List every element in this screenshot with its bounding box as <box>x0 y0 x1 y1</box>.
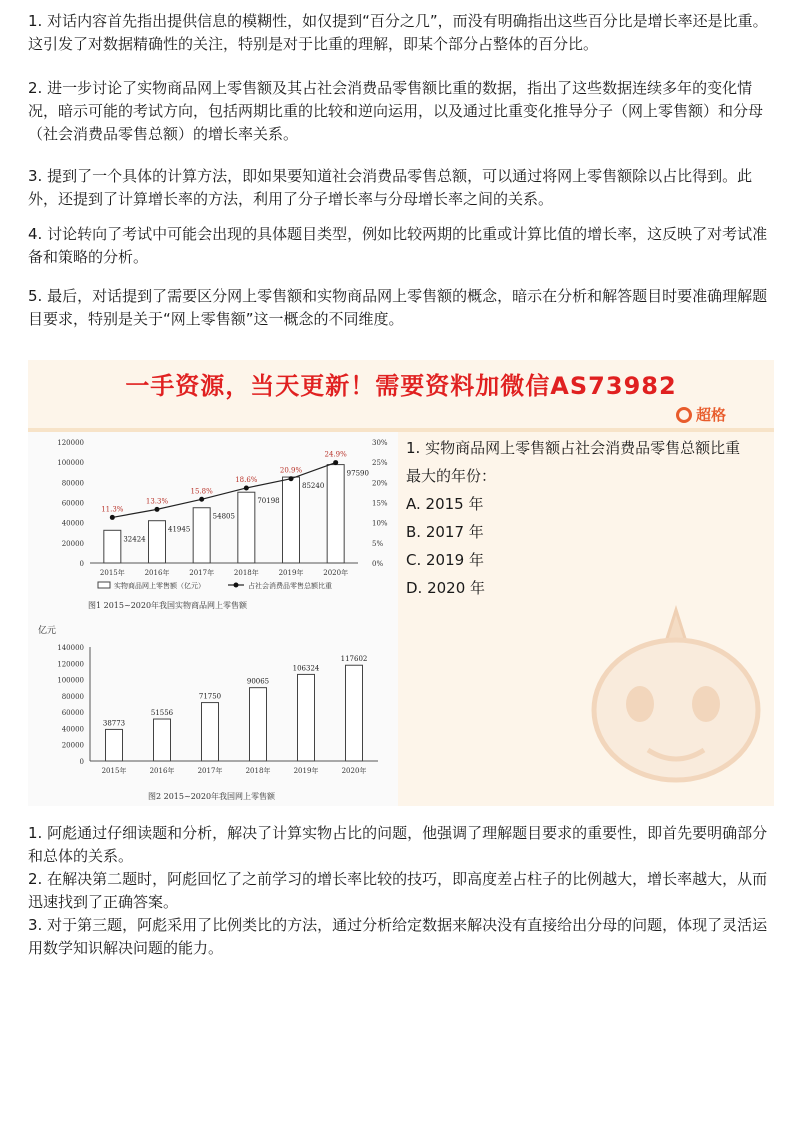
charts-panel <box>28 432 398 806</box>
bar-value-label: 97590 <box>346 469 369 478</box>
option-c: C. 2019 年 <box>406 551 484 569</box>
bar-value-label: 38773 <box>102 719 126 728</box>
y2-tick-label: 15% <box>372 499 388 508</box>
line-point <box>199 497 204 502</box>
y-tick-label: 100000 <box>57 676 84 685</box>
x-tick-label: 2020年 <box>323 569 349 577</box>
analysis-paragraph-2: 2. 在解决第二题时，阿彪回忆了之前学习的增长率比较的技巧，即高度差占柱子的比例越大，增长率越大，从而迅速找到了正确答案。 <box>28 870 768 911</box>
y-tick-label: 120000 <box>57 660 84 669</box>
x-tick-label: 2016年 <box>149 767 175 775</box>
y-tick-label: 140000 <box>57 644 84 652</box>
bar <box>202 703 219 761</box>
legend-line-marker <box>234 583 239 588</box>
line-point <box>289 476 294 481</box>
question-image <box>28 360 774 806</box>
x-tick-label: 2018年 <box>245 767 271 775</box>
summary-paragraph-1: 1. 对话内容首先指出提供信息的模糊性，如仅提到“百分之几”，而没有明确指出这些百分比是增长率还是比重。这引发了对数据精确性的关注，特别是对于比重的理解，即某个部分占整体的百分比。 <box>28 12 768 53</box>
y-tick-label: 60000 <box>61 709 84 718</box>
bar-value-label: 117602 <box>340 655 368 664</box>
y-tick-label: 100000 <box>57 459 84 468</box>
mascot-watermark-icon <box>588 600 768 800</box>
y-tick-label: 120000 <box>57 439 84 447</box>
bar-value-label: 54805 <box>212 512 235 521</box>
bar <box>104 530 121 563</box>
y-tick-label: 0 <box>79 758 84 766</box>
line-point <box>155 507 160 512</box>
y-axis-unit: 亿元 <box>38 626 57 636</box>
y-tick-label: 60000 <box>61 499 84 508</box>
x-tick-label: 2019年 <box>278 569 304 577</box>
question-block <box>406 434 766 602</box>
brand-name: 超格 <box>695 406 726 424</box>
summary-paragraph-2: 2. 进一步讨论了实物商品网上零售额及其占社会消费品零售额比重的数据，指出了这些数据连续多年的变化情况，暗示可能的考试方向，包括两期比重的比较和逆向运用，以及通过比重变化推导分子（网上零售额）和分母（社会消费品零售总额）的增长率关系。 <box>28 79 764 143</box>
x-tick-label: 2017年 <box>189 569 215 577</box>
bar-value-label: 32424 <box>123 535 146 544</box>
bar <box>346 665 363 761</box>
summary-paragraph-3: 3. 提到了一个具体的计算方法，即如果要知道社会消费品零售总额，可以通过将网上零售额除以占比得到。此外，还提到了计算增长率的方法，利用了分子增长率与分母增长率之间的关系。 <box>28 167 753 208</box>
line-value-label: 18.6% <box>235 475 258 484</box>
bar <box>149 521 166 563</box>
question-stem-line-2: 最大的年份： <box>406 467 497 485</box>
bar-value-label: 106324 <box>292 664 320 673</box>
y-tick-label: 40000 <box>61 725 84 734</box>
chart-2-title: 图2 2015~2020年我国网上零售额 <box>148 792 276 801</box>
banner-title: 一手资源，当天更新！需要资料加微信AS73982 <box>125 372 677 400</box>
chart-1-title: 图1 2015~2020年我国实物商品网上零售额 <box>88 601 248 610</box>
legend-bar-label: 实物商品网上零售额（亿元） <box>114 582 205 590</box>
line-point <box>244 485 249 490</box>
line-point <box>110 515 115 520</box>
bar <box>250 688 267 761</box>
chart-1 <box>28 432 398 617</box>
option-a: A. 2015 年 <box>406 495 484 513</box>
legend-bar-swatch <box>98 582 110 588</box>
y2-tick-label: 25% <box>372 459 388 468</box>
summary-paragraph-4: 4. 讨论转向了考试中可能会出现的具体题目类型，例如比较两期的比重或计算比值的增长率，这反映了对考试准备和策略的分析。 <box>28 225 768 266</box>
bar-value-label: 51556 <box>150 709 174 718</box>
y-tick-label: 0 <box>79 560 84 568</box>
bar <box>238 492 255 563</box>
y-tick-label: 20000 <box>61 539 84 548</box>
y-tick-label: 80000 <box>61 692 84 701</box>
x-tick-label: 2015年 <box>101 767 127 775</box>
y-tick-label: 40000 <box>61 519 84 528</box>
line-value-label: 11.3% <box>101 505 124 514</box>
x-tick-label: 2016年 <box>144 569 170 577</box>
bar-value-label: 41945 <box>168 525 191 534</box>
y-tick-label: 20000 <box>61 741 84 750</box>
bar-value-label: 90065 <box>246 677 270 686</box>
chart-2 <box>28 621 398 806</box>
bar-value-label: 85240 <box>302 482 325 491</box>
bar <box>327 465 344 563</box>
x-tick-label: 2018年 <box>233 569 259 577</box>
y2-tick-label: 5% <box>372 539 384 548</box>
brand-logo <box>676 404 726 425</box>
y2-tick-label: 0% <box>372 560 384 568</box>
x-tick-label: 2015年 <box>99 569 125 577</box>
line-value-label: 15.8% <box>190 487 213 496</box>
y2-tick-label: 20% <box>372 479 388 488</box>
bar <box>154 719 171 761</box>
brand-g-icon <box>676 407 692 423</box>
x-tick-label: 2019年 <box>293 767 319 775</box>
y2-tick-label: 10% <box>372 519 388 528</box>
line-value-label: 13.3% <box>145 497 169 506</box>
bar <box>298 674 315 761</box>
y-tick-label: 80000 <box>61 479 84 488</box>
y2-tick-label: 30% <box>372 439 388 447</box>
x-tick-label: 2020年 <box>341 767 367 775</box>
summary-paragraph-5: 5. 最后，对话提到了需要区分网上零售额和实物商品网上零售额的概念，暗示在分析和解答题目时要准确理解题目要求，特别是关于“网上零售额”这一概念的不同维度。 <box>28 287 768 328</box>
legend-line-label: 占社会消费品零售总额比重 <box>248 582 332 590</box>
x-tick-label: 2017年 <box>197 767 223 775</box>
analysis-paragraph-3: 3. 对于第三题，阿彪采用了比例类比的方法，通过分析给定数据来解决没有直接给出分母的问题，体现了灵活运用数学知识解决问题的能力。 <box>28 916 768 957</box>
bar <box>283 477 300 563</box>
line-value-label: 20.9% <box>279 466 303 475</box>
bar <box>106 729 123 761</box>
line-point <box>333 460 338 465</box>
line-value-label: 24.9% <box>324 450 347 459</box>
question-stem-line-1: 1. 实物商品网上零售额占社会消费品零售总额比重 <box>406 439 741 457</box>
option-b: B. 2017 年 <box>406 523 484 541</box>
analysis-paragraph-1: 1. 阿彪通过仔细读题和分析，解决了计算实物占比的问题，他强调了理解题目要求的重要性，即首先要明确部分和总体的关系。 <box>28 824 768 865</box>
bar-value-label: 71750 <box>198 692 222 701</box>
bar-value-label: 70198 <box>257 497 280 506</box>
bar <box>193 508 210 563</box>
option-d: D. 2020 年 <box>406 579 486 597</box>
